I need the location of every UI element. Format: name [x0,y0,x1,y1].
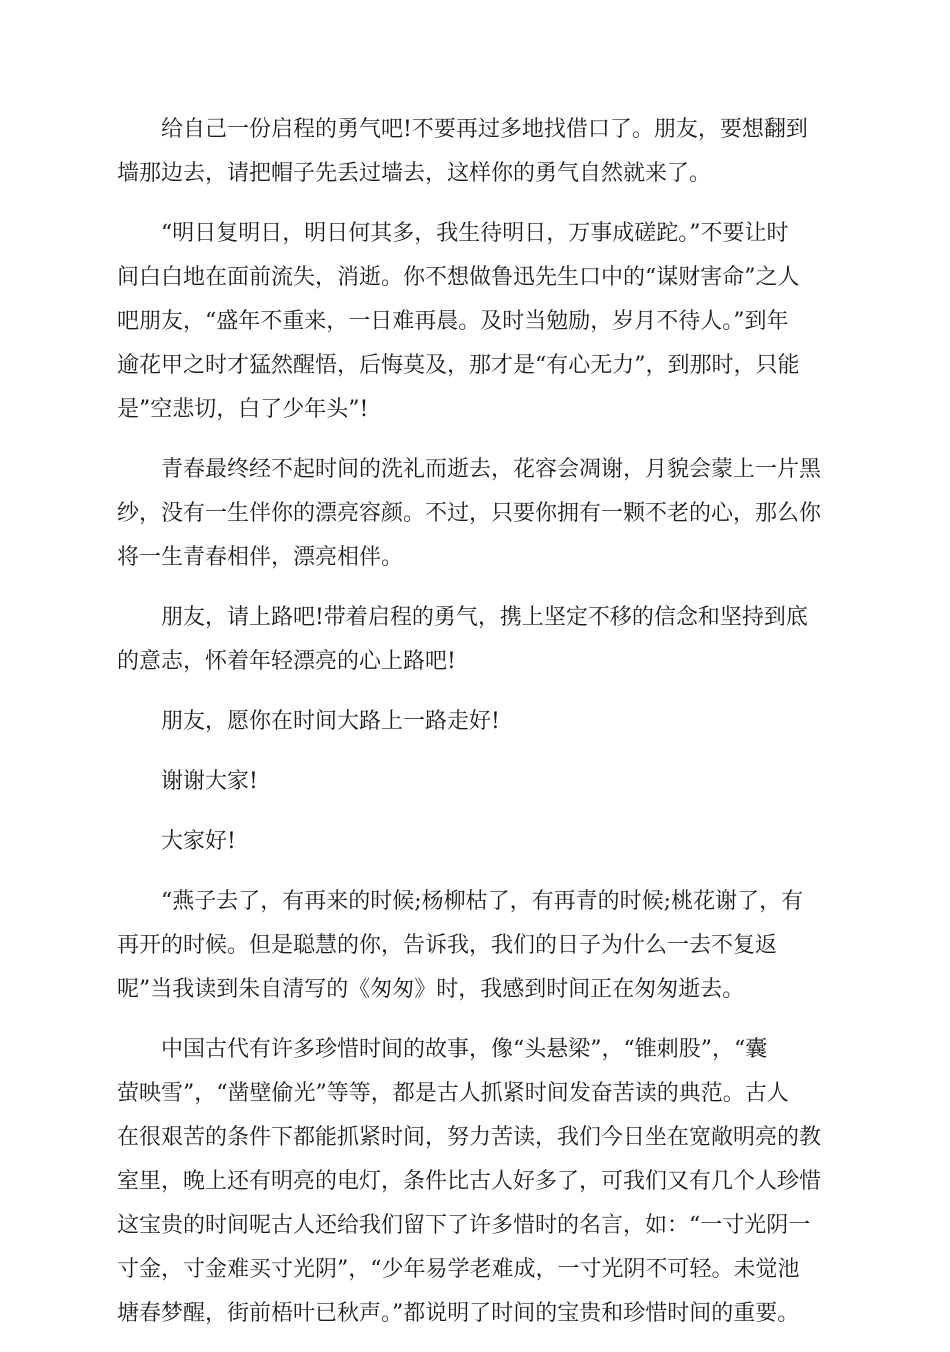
text-line: 再开的时候。但是聪慧的你，告诉我，我们的日子为什么一去不复返 [117,933,778,958]
paragraph-2 [117,212,835,432]
text-line: 是”空悲切，白了少年头”! [117,397,369,422]
text-line: “明日复明日，明日何其多，我生待明日，万事成磋跎。”不要让时 [161,221,789,246]
text-line: 萤映雪”，“凿壁偷光”等等，都是古人抓紧时间发奋苦读的典范。古人 [117,1081,789,1106]
text-line: 大家好! [161,829,236,854]
text-line: 的意志，怀着年轻漂亮的心上路吧! [117,649,456,674]
paragraph-1 [117,108,835,196]
text-line: 墙那边去，请把帽子先丢过墙去，这样你的勇气自然就来了。 [117,161,712,186]
text-line: 纱，没有一生伴你的漂亮容颜。不过，只要你拥有一颗不老的心，那么你 [117,501,822,526]
text-line: 逾花甲之时才猛然醒悟，后悔莫及，那才是“有心无力”，到那时，只能 [117,353,800,378]
document-body [117,108,835,1352]
text-line: 塘春梦醒，街前梧叶已秋声。”都说明了时间的宝贵和珍惜时间的重要。 [117,1301,800,1326]
text-line: 将一生青春相伴，漂亮相伴。 [117,545,404,570]
text-line: 间白白地在面前流失，消逝。你不想做鲁迅先生口中的“谋财害命”之人 [117,265,800,290]
text-line: “燕子去了，有再来的时候;杨柳枯了，有再青的时候;桃花谢了，有 [161,889,804,914]
paragraph-3 [117,448,835,580]
paragraph-7 [117,820,835,864]
text-line: 呢”当我读到朱自清写的《匆匆》时，我感到时间正在匆匆逝去。 [117,977,745,1002]
text-line: 寸金，寸金难买寸光阴”，“少年易学老难成，一寸光阴不可轻。未觉池 [117,1257,800,1282]
text-line: 在很艰苦的条件下都能抓紧时间，努力苦读，我们今日坐在宽敞明亮的教 [117,1125,822,1150]
text-line: 这宝贵的时间呢古人还给我们留下了许多惜时的名言，如：“一寸光阴一 [117,1213,811,1238]
text-line: 朋友，请上路吧!带着启程的勇气，携上坚定不移的信念和坚持到底 [161,605,808,630]
text-line: 吧朋友，“盛年不重来，一日难再晨。及时当勉励，岁月不待人。”到年 [117,309,789,334]
text-line: 谢谢大家! [161,769,258,794]
text-line: 朋友，愿你在时间大路上一路走好! [161,709,500,734]
paragraph-8 [117,880,835,1012]
text-line: 中国古代有许多珍惜时间的故事，像“头悬梁”，“锥刺股”，“囊 [161,1037,768,1062]
text-line: 室里，晚上还有明亮的电灯，条件比古人好多了，可我们又有几个人珍惜 [117,1169,822,1194]
paragraph-6 [117,760,835,804]
paragraph-9 [117,1028,835,1336]
paragraph-5 [117,700,835,744]
paragraph-4 [117,596,835,684]
text-line: 青春最终经不起时间的洗礼而逝去，花容会凋谢，月貌会蒙上一片黑 [161,457,822,482]
text-line: 给自己一份启程的勇气吧!不要再过多地找借口了。朋友，要想翻到 [161,117,808,142]
